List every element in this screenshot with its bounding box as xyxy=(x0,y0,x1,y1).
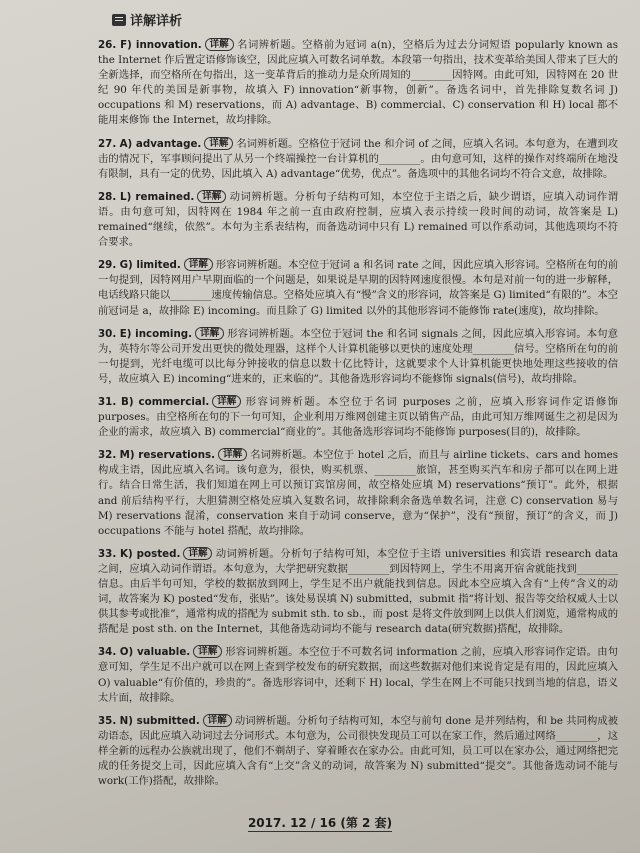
explanation-badge: 详解 xyxy=(197,190,226,203)
explanation-paragraph xyxy=(98,38,618,129)
question-number: 34. xyxy=(98,646,117,659)
page-footer xyxy=(0,814,640,831)
answer-label: M) reservations. xyxy=(119,449,216,462)
explanation-text: 名词辨析题。空格位于冠词 the 和介词 of 之间，应填入名词。本句意为，在遭到攻击的情况下，军事顾问提出了从另一个终端操控一台计算机的________。由句意可知，这样的操作对终端所在地没有限制，具有一定的优势，因此填入 A) advantage“优势，优点”。备选项中的其他名词均不符合文意，故排除。 xyxy=(98,137,618,180)
section-title: 详解详析 xyxy=(130,14,183,29)
question-number: 26. xyxy=(98,39,117,51)
answer-label: K) posted. xyxy=(119,547,181,560)
explanation-text: 形容词辨析题。本空位于名词 purposes 之前，应填入形容词作定语修饰 purposes。由空格所在句的下一句可知，企业利用万维网创建主页以销售产品，由此可知万维网诞生之初是因为企业的需求，故应填入 B) commercial“商业的”。其他备选形容词均不能修饰 purposes(目的)，故排除。 xyxy=(98,395,618,439)
explanations-list xyxy=(98,38,618,797)
answer-label: L) remained. xyxy=(120,190,195,203)
answer-label: O) valuable. xyxy=(119,646,191,659)
document-icon xyxy=(112,14,126,26)
answer-label: G) limited. xyxy=(119,259,181,272)
answer-label: A) advantage. xyxy=(119,137,202,150)
answer-label: F) innovation. xyxy=(120,39,202,51)
explanation-badge: 详解 xyxy=(218,448,247,461)
explanation-text: 形容词辨析题。本空位于冠词 the 和名词 signals 之间，因此应填入形容词。本句意为，英特尔等公司开发出更快的微处理器，这样个人计算机能够以更快的速度处理________信号。空格所在句的前一句提到，光纤电缆可以比每分钟接收的信息以数十亿比特计，这就要求个人计算机能更快地处理这些接收的信号，故应填入 E) incoming“进来的，正来临的”。其他备选形容词均不能修饰 signals(信号)，故均排除。 xyxy=(98,327,618,385)
explanation-item xyxy=(98,38,618,129)
explanation-paragraph xyxy=(98,258,618,318)
explanation-badge: 详解 xyxy=(205,38,234,51)
explanation-paragraph xyxy=(98,547,618,638)
explanation-item xyxy=(98,137,618,182)
explanation-item xyxy=(98,327,618,387)
explanation-paragraph xyxy=(98,327,618,387)
question-number: 31. xyxy=(98,395,117,408)
explanation-badge: 详解 xyxy=(184,258,213,271)
explanation-paragraph xyxy=(98,137,618,182)
explanation-item xyxy=(98,714,618,789)
question-number: 30. xyxy=(98,327,117,340)
question-number: 29. xyxy=(98,259,117,272)
explanation-item xyxy=(98,448,618,539)
explanation-text: 名词辨析题。本空位于 hotel 之后，而且与 airline tickets、cars and homes 构成主语，因此应填入名词。该句意为，很快，购买机票、________旅馆，甚至购买汽车和房子都可以在网上进行。结合日常生活，我们知道在网上可以预订宾馆房间，故空格处应填 M) reservations“预订”。此外，根据 and 前后结构平行，大胆猜测空格处应填入复数名词，故排除剩余备选单数名词，注意 C) conservation 易与 M) reservations 混淆，conservation 来自于动词 conserve，意为“保护”，没有“预留，预订”的含义，而 J) occupations 不能与 hotel 搭配，故均排除。 xyxy=(98,449,618,537)
question-number: 27. xyxy=(98,137,117,150)
explanation-paragraph xyxy=(98,395,618,440)
explanation-text: 动词辨析题。分析句子结构可知，本空位于主语之后，缺少谓语，应填入动词作谓语。由句意可知，因特网在 1984 年之前一直由政府控制，应填入表示持续一段时间的动词，故答案是 L) remained“继续，依然”。本句为主系表结构，而备选动词中只有 L) remained 可以作系动词，其他选项均不符合要求。 xyxy=(98,190,618,249)
answer-label: B) commercial. xyxy=(120,395,210,408)
question-number: 32. xyxy=(98,449,117,462)
question-number: 33. xyxy=(98,547,117,560)
explanation-badge: 详解 xyxy=(204,137,233,150)
explanation-paragraph xyxy=(98,714,618,789)
explanation-badge: 详解 xyxy=(183,547,212,560)
question-number: 28. xyxy=(98,190,117,203)
section-header xyxy=(112,10,182,29)
explanation-text: 名词辨析题。空格前为冠词 a(n)，空格后为过去分词短语 popularly known as the Internet 作后置定语修饰该空，因此应填入可数名词单数。本段第一句指出，技术变革给美国人带来了巨大的全新选择，而空格所在句指出，这一变革背后的推动力是众所周知的________因特网。由此可知，因特网在 20 世纪 90 年代的美国是新事物，故填入 F) innovation“新事物，创新”。备选名词中，首先排除复数名词 J) occupations 和 M) reservations，而 A) advantage、B) commercial、C) conservation 和 H) local 都不能用来修饰 the Internet，故均排除。 xyxy=(98,39,618,127)
explanation-item xyxy=(98,395,618,440)
explanation-paragraph xyxy=(98,448,618,539)
question-number: 35. xyxy=(98,714,117,727)
answer-label: N) submitted. xyxy=(119,714,200,727)
explanation-paragraph xyxy=(98,645,618,705)
explanation-text: 动词辨析题。分析句子结构可知，本空与前句 done 是并列结构，和 be 共同构成被动语态，因此应填入动词过去分词形式。本句意为，公司很快发现员工可以在家工作，然后通过网络________，这样全新的远程办公族就出现了，他们不剃胡子、穿着睡衣在家办公。由此可知，员工可以在家办公，通过网络把完成的任务提交上司，因此应填入含有“上交”含义的动词，故答案为 N) submitted“提交”。其他备选动词不能与 work(工作)搭配，故排除。 xyxy=(98,714,619,788)
explanation-item xyxy=(98,258,618,318)
explanation-paragraph xyxy=(98,190,618,250)
explanation-badge: 详解 xyxy=(193,645,222,658)
explanation-text: 形容词辨析题。本空位于冠词 a 和名词 rate 之间，因此应填入形容词。空格所在句的前一句提到，因特网用户早期面临的一个问题是，如果说是早期的因特网速度很慢。本句是对前一句的进一步解释，电话线路只能以________速度传输信息。空格处应填入有“慢”含义的形容词，故答案是 G) limited“有限的”。本空前冠词是 a，故排除 E) incoming。而且除了 G) limited 以外的其他形容词不能修饰 rate(速度)，故均排除。 xyxy=(98,259,618,317)
explanation-item xyxy=(98,547,618,638)
explanation-badge: 详解 xyxy=(212,395,241,408)
explanation-text: 形容词辨析题。本空位于不可数名词 information 之前，应填入形容词作定语。由句意可知，学生足不出户就可以在网上查到学校发布的研究数据，而这些数据对他们来说肯定是有用的，因此应填入 O) valuable“有价值的，珍贵的”。备选形容词中，还剩下 H) local，学生在网上不可能只找到当地的信息，语义太片面，故排除。 xyxy=(98,646,619,704)
explanation-item xyxy=(98,190,618,250)
explanation-text: 动词辨析题。分析句子结构可知，本空位于主语 universities 和宾语 research data 之间，应填入动词作谓语。本句意为，大学把研究数据________到因特网上，学生不用离开宿舍就能找到________信息。由后半句可知，学校的数据放到网上，学生足不出户就能找到信息。因此本空应填入含有“上传”含义的动词，故答案为 K) posted“发布，张贴”。该处易误填 N) submitted，submit 指“将计划、报告等交给权威人士以供其参考或批准”，通常构成的搭配为 submit sth. to sb.，而 post 是将文件放到网上以供人们浏览，通常构成的搭配是 post sth. on the Internet，其他备选动词均不能与 research data(研究数据)搭配，故排除。 xyxy=(98,547,618,636)
explanation-badge: 详解 xyxy=(203,714,232,727)
explanation-item xyxy=(98,645,618,705)
answer-label: E) incoming. xyxy=(119,327,193,340)
footer-date: 2017. 12 / 16 (第 2 套) xyxy=(247,816,393,830)
explanation-badge: 详解 xyxy=(195,327,224,340)
